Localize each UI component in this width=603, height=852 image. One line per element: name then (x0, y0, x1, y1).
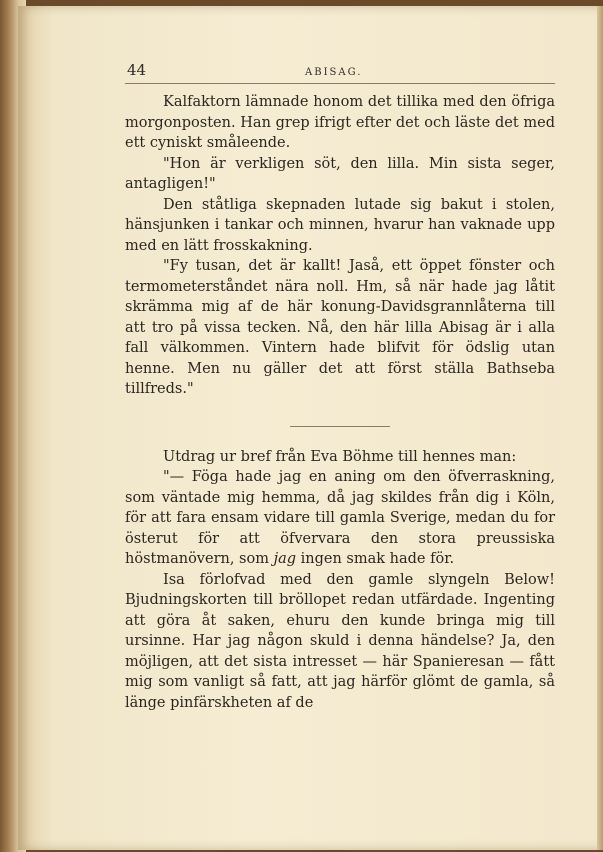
body-text (125, 92, 555, 713)
paragraph: "Fy tusan, det är kallt! Jaså, ett öppet fönster och termometerståndet nära noll. Hm, så när hade jag låtit skrämma mig af de här konung-Davidsgrannlåterna till att tro på vissa tecken. Nå, den här lilla Abisag är i alla fall välkommen. Vintern hade blifvit för ödslig utan henne. Men nu gäller det att först ställa Bathseba tillfreds." (125, 258, 555, 397)
section-divider (290, 426, 390, 427)
letter-text: ingen smak hade för. (296, 551, 455, 567)
paragraph: Kalfaktorn lämnade honom det tillika med den öfriga morgonposten. Han grep ifrigt efter det och läste det med ett cyniskt småleende. (125, 94, 555, 151)
page-edge (597, 6, 603, 850)
paragraph (125, 467, 555, 570)
paragraph: Utdrag ur bref från Eva Böhme till hennes man: (163, 448, 517, 465)
paragraph: Den ståtliga skepnaden lutade sig bakut i stolen, hänsjunken i tankar och minnen, hvarur han vaknade upp med en lätt frosskakning. (125, 196, 555, 254)
paragraph: "Hon är verkligen söt, den lilla. Min sista seger, antagligen!" (125, 155, 555, 192)
page-header (125, 57, 555, 84)
running-head: ABISAG. (305, 67, 363, 78)
page-number: 44 (127, 61, 147, 79)
emphasis: jag (273, 551, 297, 567)
letter-text: "— Föga hade jag en aning om den öfverraskning, som väntade mig hemma, då jag skildes från dig i Köln, för att fara ensam vidare till gamla Sverige, medan du for österut för att öfvervara den stora preussiska höstmanövern, som (125, 469, 555, 567)
paragraph: Isa förlofvad med den gamle slyngeln Below! Bjudningskorten till bröllopet redan utfärdade. Ingenting att göra åt saken, ehuru den kunde bringa mig till ursinne. Har jag någon skuld i denna händelse? Ja, den möjligen, att det sista intresset — här Spanieresan — fått mig som vanligt så fatt, att jag härför glömt de gamla, så länge pinfärskheten af de (125, 571, 555, 711)
